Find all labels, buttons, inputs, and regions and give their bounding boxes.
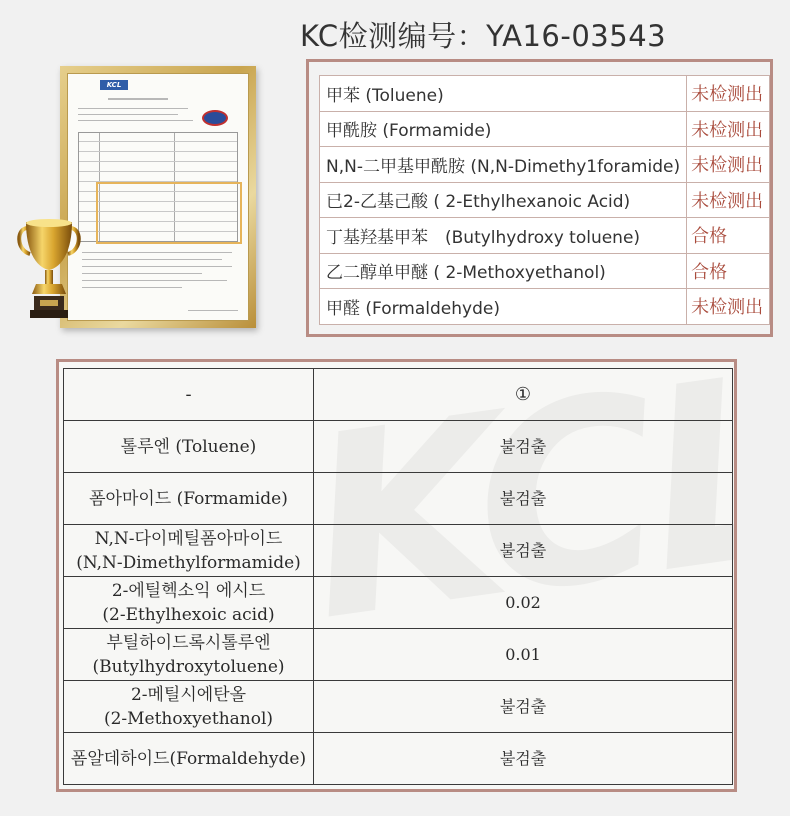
table-row [64,733,733,785]
substance-name: 甲醛 (Formaldehyde) [320,289,687,325]
substance-cell [64,577,314,629]
result-value: 合格 [687,218,770,254]
certificate-frame[interactable] [60,66,256,328]
substance-cell [64,473,314,525]
value-cell: 불검출 [314,473,733,525]
substance-name: 甲苯 (Toluene) [320,76,687,112]
report-table [63,368,733,785]
substance-english: (2-Ethylhexoic acid) [102,604,275,625]
substance-korean: N,N-다이메틸폼아마이드 [94,528,283,549]
value-cell: 0.02 [314,577,733,629]
value-cell: 불검출 [314,681,733,733]
table-row [64,525,733,577]
substance-english: (N,N-Dimethylformamide) [76,552,301,573]
result-summary-table [319,75,770,325]
result-value: 未检测出 [687,182,770,218]
table-row [64,421,733,473]
result-value: 未检测出 [687,76,770,112]
result-value: 未检测出 [687,147,770,183]
substance-english: (Butylhydroxytoluene) [92,656,285,677]
table-row [320,289,770,325]
table-row [320,253,770,289]
table-row [320,147,770,183]
substance-cell [64,525,314,577]
substance-name: 已2-乙基己酸 ( 2-Ethylhexanoic Acid) [320,182,687,218]
table-row [320,218,770,254]
kcl-logo: KCL [100,80,128,90]
value-cell: 불검출 [314,525,733,577]
scanned-report [56,359,737,792]
table-row [320,76,770,112]
result-summary-box [306,59,773,337]
substance-cell [64,421,314,473]
value-cell: 불검출 [314,421,733,473]
table-row [320,182,770,218]
result-value: 未检测出 [687,289,770,325]
page-title: KC检测编号：YA16-03543 [300,19,667,53]
substance-name: 乙二醇单甲醚 ( 2-Methoxyethanol) [320,253,687,289]
table-row [320,111,770,147]
substance-cell [64,629,314,681]
value-cell: 0.01 [314,629,733,681]
substance-cell [64,733,314,785]
table-header-row [64,369,733,421]
header-cell: ① [314,369,733,421]
value-cell: 불검출 [314,733,733,785]
substance-korean: 톨루엔 (Toluene) [120,436,257,457]
table-row [64,681,733,733]
substance-korean: 부틸하이드록시톨루엔 [106,632,271,653]
result-value: 未检测出 [687,111,770,147]
substance-name: 丁基羟基甲苯 (Butylhydroxy toluene) [320,218,687,254]
trophy-icon [14,214,84,334]
substance-cell [64,681,314,733]
result-value: 合格 [687,253,770,289]
table-row [64,629,733,681]
substance-korean: 폼알데하이드(Formaldehyde) [70,748,307,769]
seal-icon [202,110,228,126]
table-row [64,473,733,525]
highlight-box [96,182,242,244]
substance-name: N,N-二甲基甲酰胺 (N,N-Dimethy1foramide) [320,147,687,183]
certificate-image [67,73,249,321]
substance-korean: 2-메틸시에탄올 [130,684,247,705]
substance-korean: 2-에틸헥소익 에시드 [111,580,266,601]
substance-english: (2-Methoxyethanol) [103,708,274,729]
substance-name: 甲酰胺 (Formamide) [320,111,687,147]
table-row [64,577,733,629]
substance-korean: 폼아마이드 (Formamide) [89,488,288,509]
header-cell: - [64,369,314,421]
